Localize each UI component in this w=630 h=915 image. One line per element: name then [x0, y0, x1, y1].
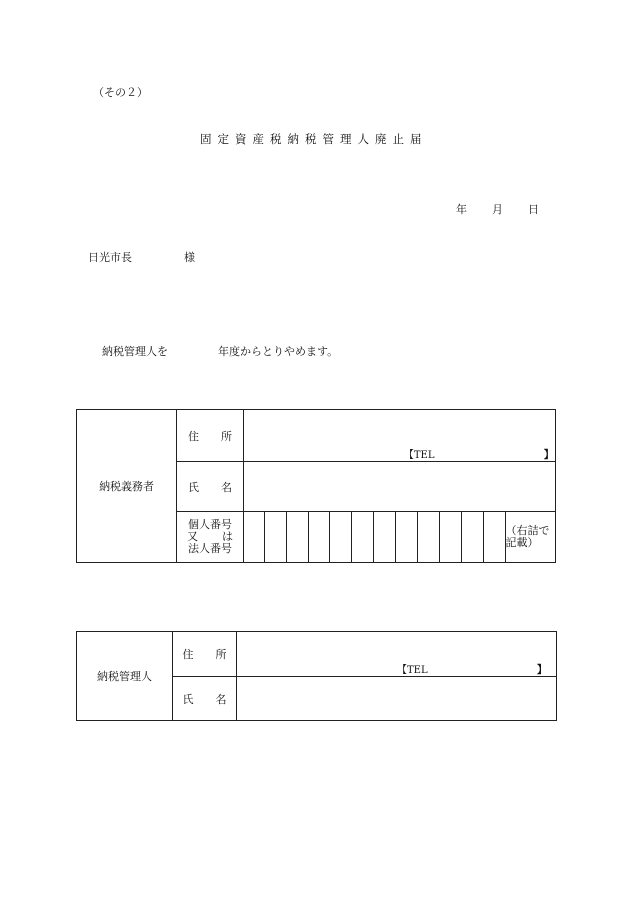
id-digit-6[interactable] [352, 512, 374, 563]
id-digit-1[interactable] [243, 512, 264, 563]
id-note: （右詰で 記載） [505, 512, 555, 563]
taxpayer-tel-open: 【TEL [403, 450, 435, 461]
id-digit-2[interactable] [264, 512, 286, 563]
manager-address-label: 住 所 [173, 632, 237, 677]
taxpayer-tel-close: 】 [543, 450, 554, 461]
taxpayer-table [76, 409, 556, 563]
form-title: 固定資産税納税管理人廃止届 [200, 132, 428, 146]
id-digit-12[interactable] [483, 512, 505, 563]
taxpayer-category-label: 納税義務者 [77, 410, 177, 563]
manager-name-field[interactable] [237, 677, 557, 721]
taxpayer-address-label: 住 所 [177, 410, 244, 462]
manager-address-field[interactable] [237, 632, 557, 677]
id-digit-9[interactable] [417, 512, 439, 563]
id-digit-4[interactable] [308, 512, 330, 563]
taxpayer-name-label: 氏 名 [177, 462, 244, 512]
date-year-label: 年 [456, 203, 467, 216]
taxpayer-id-label: 個人番号 又 は 法人番号 [177, 512, 244, 563]
id-digit-10[interactable] [439, 512, 461, 563]
id-digit-8[interactable] [396, 512, 418, 563]
manager-category-label: 納税管理人 [77, 632, 173, 721]
id-digit-3[interactable] [286, 512, 308, 563]
taxpayer-name-field[interactable] [243, 462, 555, 512]
honorific: 様 [184, 251, 195, 264]
manager-tel-close: 】 [537, 665, 547, 676]
manager-table [76, 631, 557, 721]
taxpayer-address-field[interactable] [243, 410, 555, 462]
date-month-label: 月 [492, 203, 503, 216]
statement-prefix: 納税管理人を [102, 345, 168, 358]
statement-suffix: 年度からとりやめます。 [218, 345, 339, 358]
id-digit-11[interactable] [461, 512, 483, 563]
id-digit-7[interactable] [374, 512, 396, 563]
manager-tel-open: 【TEL [397, 665, 428, 676]
manager-name-label: 氏 名 [173, 677, 237, 721]
id-digit-5[interactable] [330, 512, 352, 563]
date-day-label: 日 [528, 203, 539, 216]
form-number: （その２） [93, 86, 148, 99]
addressee: 日光市長 [88, 251, 132, 264]
